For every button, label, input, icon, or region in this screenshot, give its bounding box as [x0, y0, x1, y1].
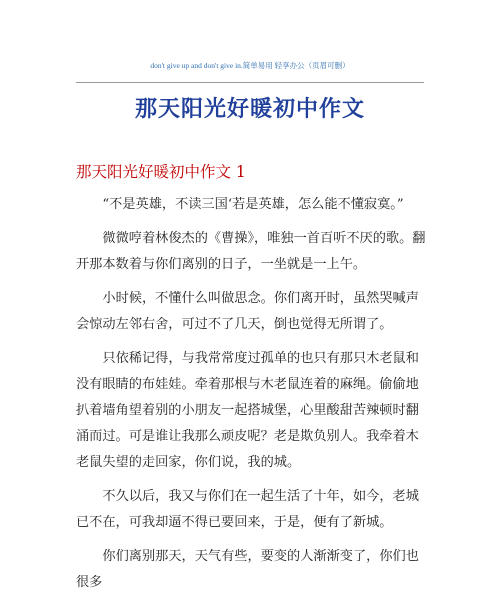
paragraph: 微微哼着林俊杰的《曹操》，唯独一首百听不厌的歌。翻开那本数着与你们离别的日子，一坐就是一上午。 [76, 231, 426, 272]
section-heading: 那天阳光好暖初中作文 1 [76, 163, 246, 181]
header-divider [76, 82, 424, 83]
essay-body [76, 192, 426, 604]
paragraph: “不是英雄，不读三国‘若是英雄，怎么能不懂寂寞。” [102, 197, 404, 212]
page-header-tagline: don't give up and don't give in.简单易用 轻享办公（页眉可删） [150, 61, 350, 70]
document-title: 那天阳光好暖初中作文 [134, 97, 365, 122]
paragraph: 不久以后，我又与你们在一起生活了十年，如今，老城已不在，可我却逼不得已要回来，于是，便有了新城。 [76, 489, 419, 530]
paragraph: 只依稀记得，与我常常度过孤单的也只有那只木老鼠和没有眼睛的布娃娃。牵着那根与木老鼠连着的麻绳。偷偷地扒着墙角望着别的小朋友一起搭城堡，心里酸甜苦辣顿时翻涌而过。可是谁让我那么顽皮呢？老是欺负别人。我牵着木老鼠失望的走回家，你们说，我的城。 [76, 351, 419, 470]
paragraph: 小时候，不懂什么叫做思念。你们离开时，虽然哭喊声会惊动左邻右舍，可过不了几天，倒也觉得无所谓了。 [76, 291, 419, 332]
paragraph: 你们离别那天，天气有些，要变的人渐渐变了，你们也很多 [76, 549, 419, 590]
